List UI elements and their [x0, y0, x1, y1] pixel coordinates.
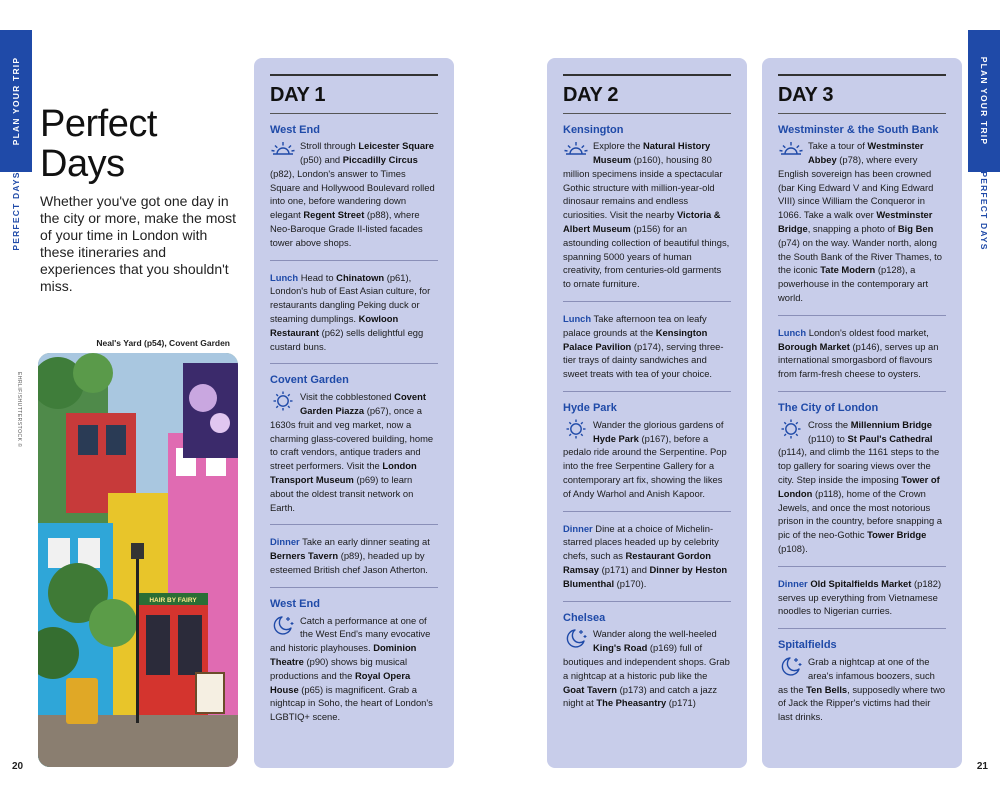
text: , supposedly where two of Jack the Ripper's victims had their last drinks. — [778, 683, 946, 723]
divider — [778, 391, 946, 392]
text: Cross the — [808, 418, 851, 430]
moon-icon — [270, 614, 296, 636]
text: Visit the cobblestoned — [300, 391, 395, 403]
place: Piccadilly Circus — [342, 154, 418, 166]
text: (p160), housing 80 million specimens inside a spectacular Gothic structure with million-year-old dinosaur remains and endless curiosities. Visit the nearby — [563, 154, 723, 221]
divider — [270, 524, 438, 525]
place: Dominion Theatre — [270, 642, 417, 667]
divider — [778, 566, 946, 567]
place: Chinatown — [336, 271, 385, 283]
place: Ten Bells — [806, 683, 848, 695]
day-1-column — [254, 58, 454, 768]
page-title — [40, 104, 157, 184]
day-1-dinner — [270, 535, 438, 576]
day-1-afternoon-head: Covent Garden — [270, 374, 349, 387]
day-3-evening — [778, 639, 946, 724]
divider — [270, 260, 438, 261]
place: Kensington Palace Pavilion — [563, 326, 708, 352]
photo-caption: Neal's Yard (p54), Covent Garden — [96, 338, 230, 348]
text: , snapping a photo of — [807, 223, 898, 235]
place: Tower of London — [778, 474, 940, 499]
text: Take an early dinner seating at — [299, 536, 430, 548]
day-2-morning — [563, 124, 731, 292]
text: Catch a performance at one of the West End's many evocative and historic playhouses. — [270, 614, 431, 654]
place: Natural History Museum — [593, 140, 711, 166]
day-2-evening-head: Chelsea — [563, 611, 606, 624]
divider — [563, 601, 731, 602]
day-1-evening — [270, 598, 438, 724]
sun-icon — [270, 390, 296, 412]
text: (p90) shows big musical productions and the — [270, 656, 408, 681]
text: (p108). — [778, 543, 808, 555]
text: (p174), serving three-tier trays of dainty sandwiches and sweet treats with tea of your choice. — [563, 340, 724, 380]
text: (p61), London's hub of East Asian culture, for restaurants dangling Peking duck or steaming dumplings. — [270, 271, 431, 325]
place: Leicester Square — [358, 140, 434, 152]
day-3-dinner — [778, 577, 946, 618]
text: (p171) — [666, 697, 696, 709]
text: (p146), serves up an international smorgasbord of flavours from farm-fresh cheese to oysters. — [778, 340, 939, 380]
day-2-heading: DAY 2 — [563, 84, 731, 114]
day-2-top-rule — [563, 74, 731, 76]
place: London Transport Museum — [270, 460, 417, 486]
text: (p65) is magnificent. Grab a nightcap in Soho, the heart of London's LGBTIQ+ scene. — [270, 683, 433, 723]
text: Take a tour of — [808, 140, 868, 152]
lunch-label: Lunch — [563, 313, 592, 325]
place: Westminster Bridge — [778, 209, 933, 235]
title-line-1: Perfect — [40, 103, 157, 145]
place: Hyde Park — [593, 432, 639, 444]
text: (p78), where every English sovereign has been crowned (bar King Edward V and King Edward VIII) since William the Conqueror in 1066. Take a walk over — [778, 154, 934, 221]
text: Take afternoon tea on leafy palace grounds at the — [563, 313, 707, 338]
place: King's Road — [593, 642, 648, 654]
text: (p69) to learn about the oldest transit network on Earth. — [270, 474, 414, 513]
day-3-morning — [778, 124, 946, 305]
day-2-evening — [563, 612, 731, 711]
day-3-column — [762, 58, 962, 768]
day-2-dinner — [563, 522, 731, 591]
place: Borough Market — [778, 340, 850, 352]
shop-sign-text: HAIR BY FAIRY — [149, 597, 197, 604]
text: (p74) on the way. Wander north, along the South Bank of the River Thames, to the iconic — [778, 236, 942, 276]
divider — [778, 315, 946, 316]
text: (p170). — [614, 577, 647, 589]
day-1-evening-head: West End — [270, 597, 320, 610]
day-2-morning-head: Kensington — [563, 123, 624, 136]
right-section-label: PERFECT DAYS — [979, 171, 989, 251]
divider — [270, 587, 438, 588]
moon-icon — [563, 627, 589, 649]
text: Wander along the well-heeled — [593, 628, 717, 640]
left-tab-label: PLAN YOUR TRIP — [11, 56, 21, 146]
place: Restaurant Gordon Ramsay — [563, 550, 711, 576]
moon-icon — [778, 655, 804, 677]
day-3-heading: DAY 3 — [778, 84, 946, 114]
place: Tower Bridge — [867, 529, 927, 541]
left-section-label: PERFECT DAYS — [11, 171, 21, 251]
text: (p171) and — [598, 564, 650, 576]
place: Tate Modern — [820, 264, 876, 276]
divider — [563, 301, 731, 302]
intro-paragraph: Whether you've got one day in the city or more, make the most of your time in London with these itineraries and experiences that you shouldn't miss. — [40, 193, 237, 294]
text: Stroll through — [300, 140, 359, 152]
day-1-lunch — [270, 271, 438, 354]
day-3-afternoon-head: The City of London — [778, 402, 879, 415]
day-2-lunch — [563, 312, 731, 381]
day-3-evening-head: Spitalfields — [778, 639, 837, 652]
day-3-afternoon — [778, 402, 946, 556]
place: Goat Tavern — [563, 683, 618, 695]
text: (p169) full of boutiques and independent shops. Grab a nightcap at a historic pub like the — [563, 642, 730, 681]
text: Explore the — [593, 140, 644, 152]
day-1-morning-head: West End — [270, 123, 320, 136]
day-3-morning-head: Westminster & the South Bank — [778, 123, 939, 136]
text: Head to — [298, 271, 337, 283]
divider — [270, 363, 438, 364]
divider — [778, 628, 946, 629]
place: Victoria & Albert Museum — [563, 209, 721, 235]
divider — [563, 391, 731, 392]
day-1-heading: DAY 1 — [270, 84, 438, 114]
day-3-top-rule — [778, 74, 946, 76]
text: (p50) and — [300, 154, 343, 166]
page-number-right: 21 — [976, 761, 988, 772]
sunrise-icon — [563, 139, 589, 161]
text: London's oldest food market, — [806, 326, 929, 338]
dinner-label: Dinner — [778, 577, 808, 589]
divider — [563, 511, 731, 512]
text: (p156) for an astounding collection of beautiful things, spanning 5000 years of human creativity, from centuries-old garments to ornate furniture. — [563, 223, 730, 290]
lunch-label: Lunch — [270, 271, 299, 283]
sunrise-icon — [270, 139, 296, 161]
text: (p89), headed up by esteemed British chef Jason Atherton. — [270, 550, 428, 576]
neals-yard-photo — [38, 353, 238, 767]
dinner-label: Dinner — [270, 536, 300, 548]
dinner-label: Dinner — [563, 522, 593, 534]
place: Regent Street — [303, 209, 365, 221]
text: (p167), before a pedalo ride around the Serpentine. Pop into the free Serpentine Gallery for a contemporary art fix, showing the likes of Andy Warhol and Anish Kapoor. — [563, 432, 727, 499]
text: (p114), and climb the 1161 steps to the top gallery for soaring views over the city. Step inside the imposing — [778, 446, 940, 486]
place: Covent Garden Piazza — [300, 391, 426, 417]
text: (p67), once a 1630s fruit and veg market, now a charming glass-covered building, home to craft vendors, antique traders and street performers. Visit the — [270, 405, 434, 472]
place: Kowloon Restaurant — [270, 313, 399, 338]
place: St Paul's Cathedral — [847, 432, 933, 444]
text: (p173) and catch a jazz night at — [563, 683, 718, 709]
day-2-column — [547, 58, 747, 768]
day-2-afternoon — [563, 402, 731, 501]
sun-icon — [778, 418, 804, 440]
place: Old Spitalfields Market — [810, 577, 912, 589]
place: The Pheasantry — [596, 697, 667, 709]
title-line-2: Days — [40, 143, 125, 185]
text: Wander the glorious gardens of — [593, 418, 724, 430]
place: Berners Tavern — [270, 550, 339, 562]
text: (p82), London's answer to Times Square and Hollywood Boulevard rolled into one, before wandering down elegant — [270, 167, 435, 221]
sunrise-icon — [778, 139, 804, 161]
sun-icon — [563, 418, 589, 440]
text: (p118), home of the Crown Jewels, and once the most notorious prison in the country, before snapping a pic of the neo-Gothic — [778, 487, 942, 541]
page-number-left: 20 — [12, 761, 24, 772]
day-2-afternoon-head: Hyde Park — [563, 402, 617, 415]
text: Grab a nightcap at one of the area's infamous boozers, such as the — [778, 656, 935, 695]
text: (p182) serves up everything from Vietnamese noodles to Nigerian curries. — [778, 577, 942, 617]
place: Westminster Abbey — [808, 140, 924, 166]
lunch-label: Lunch — [778, 326, 807, 338]
place: Royal Opera House — [270, 669, 411, 695]
photo-credit: EHRLIF/SHUTTERSTOCK © — [16, 372, 22, 448]
place: Millennium Bridge — [850, 418, 932, 430]
day-3-lunch — [778, 326, 946, 381]
text: Dine at a choice of Michelin-starred places headed up by celebrity chefs, such as — [563, 522, 719, 562]
right-tab-label: PLAN YOUR TRIP — [979, 56, 989, 146]
place: Big Ben — [897, 223, 934, 235]
text: (p110) to — [808, 432, 848, 444]
text: (p88), where Neo-Baroque Grade II-listed facades tower above shops. — [270, 209, 423, 248]
day-1-afternoon — [270, 374, 438, 514]
text: (p128), a powerhouse in the contemporary art world. — [778, 264, 929, 304]
text: (p62) sells delightful egg custard buns. — [270, 326, 424, 352]
place: Dinner by Heston Blumenthal — [563, 564, 728, 589]
day-1-morning — [270, 124, 438, 250]
day-1-top-rule — [270, 74, 438, 76]
